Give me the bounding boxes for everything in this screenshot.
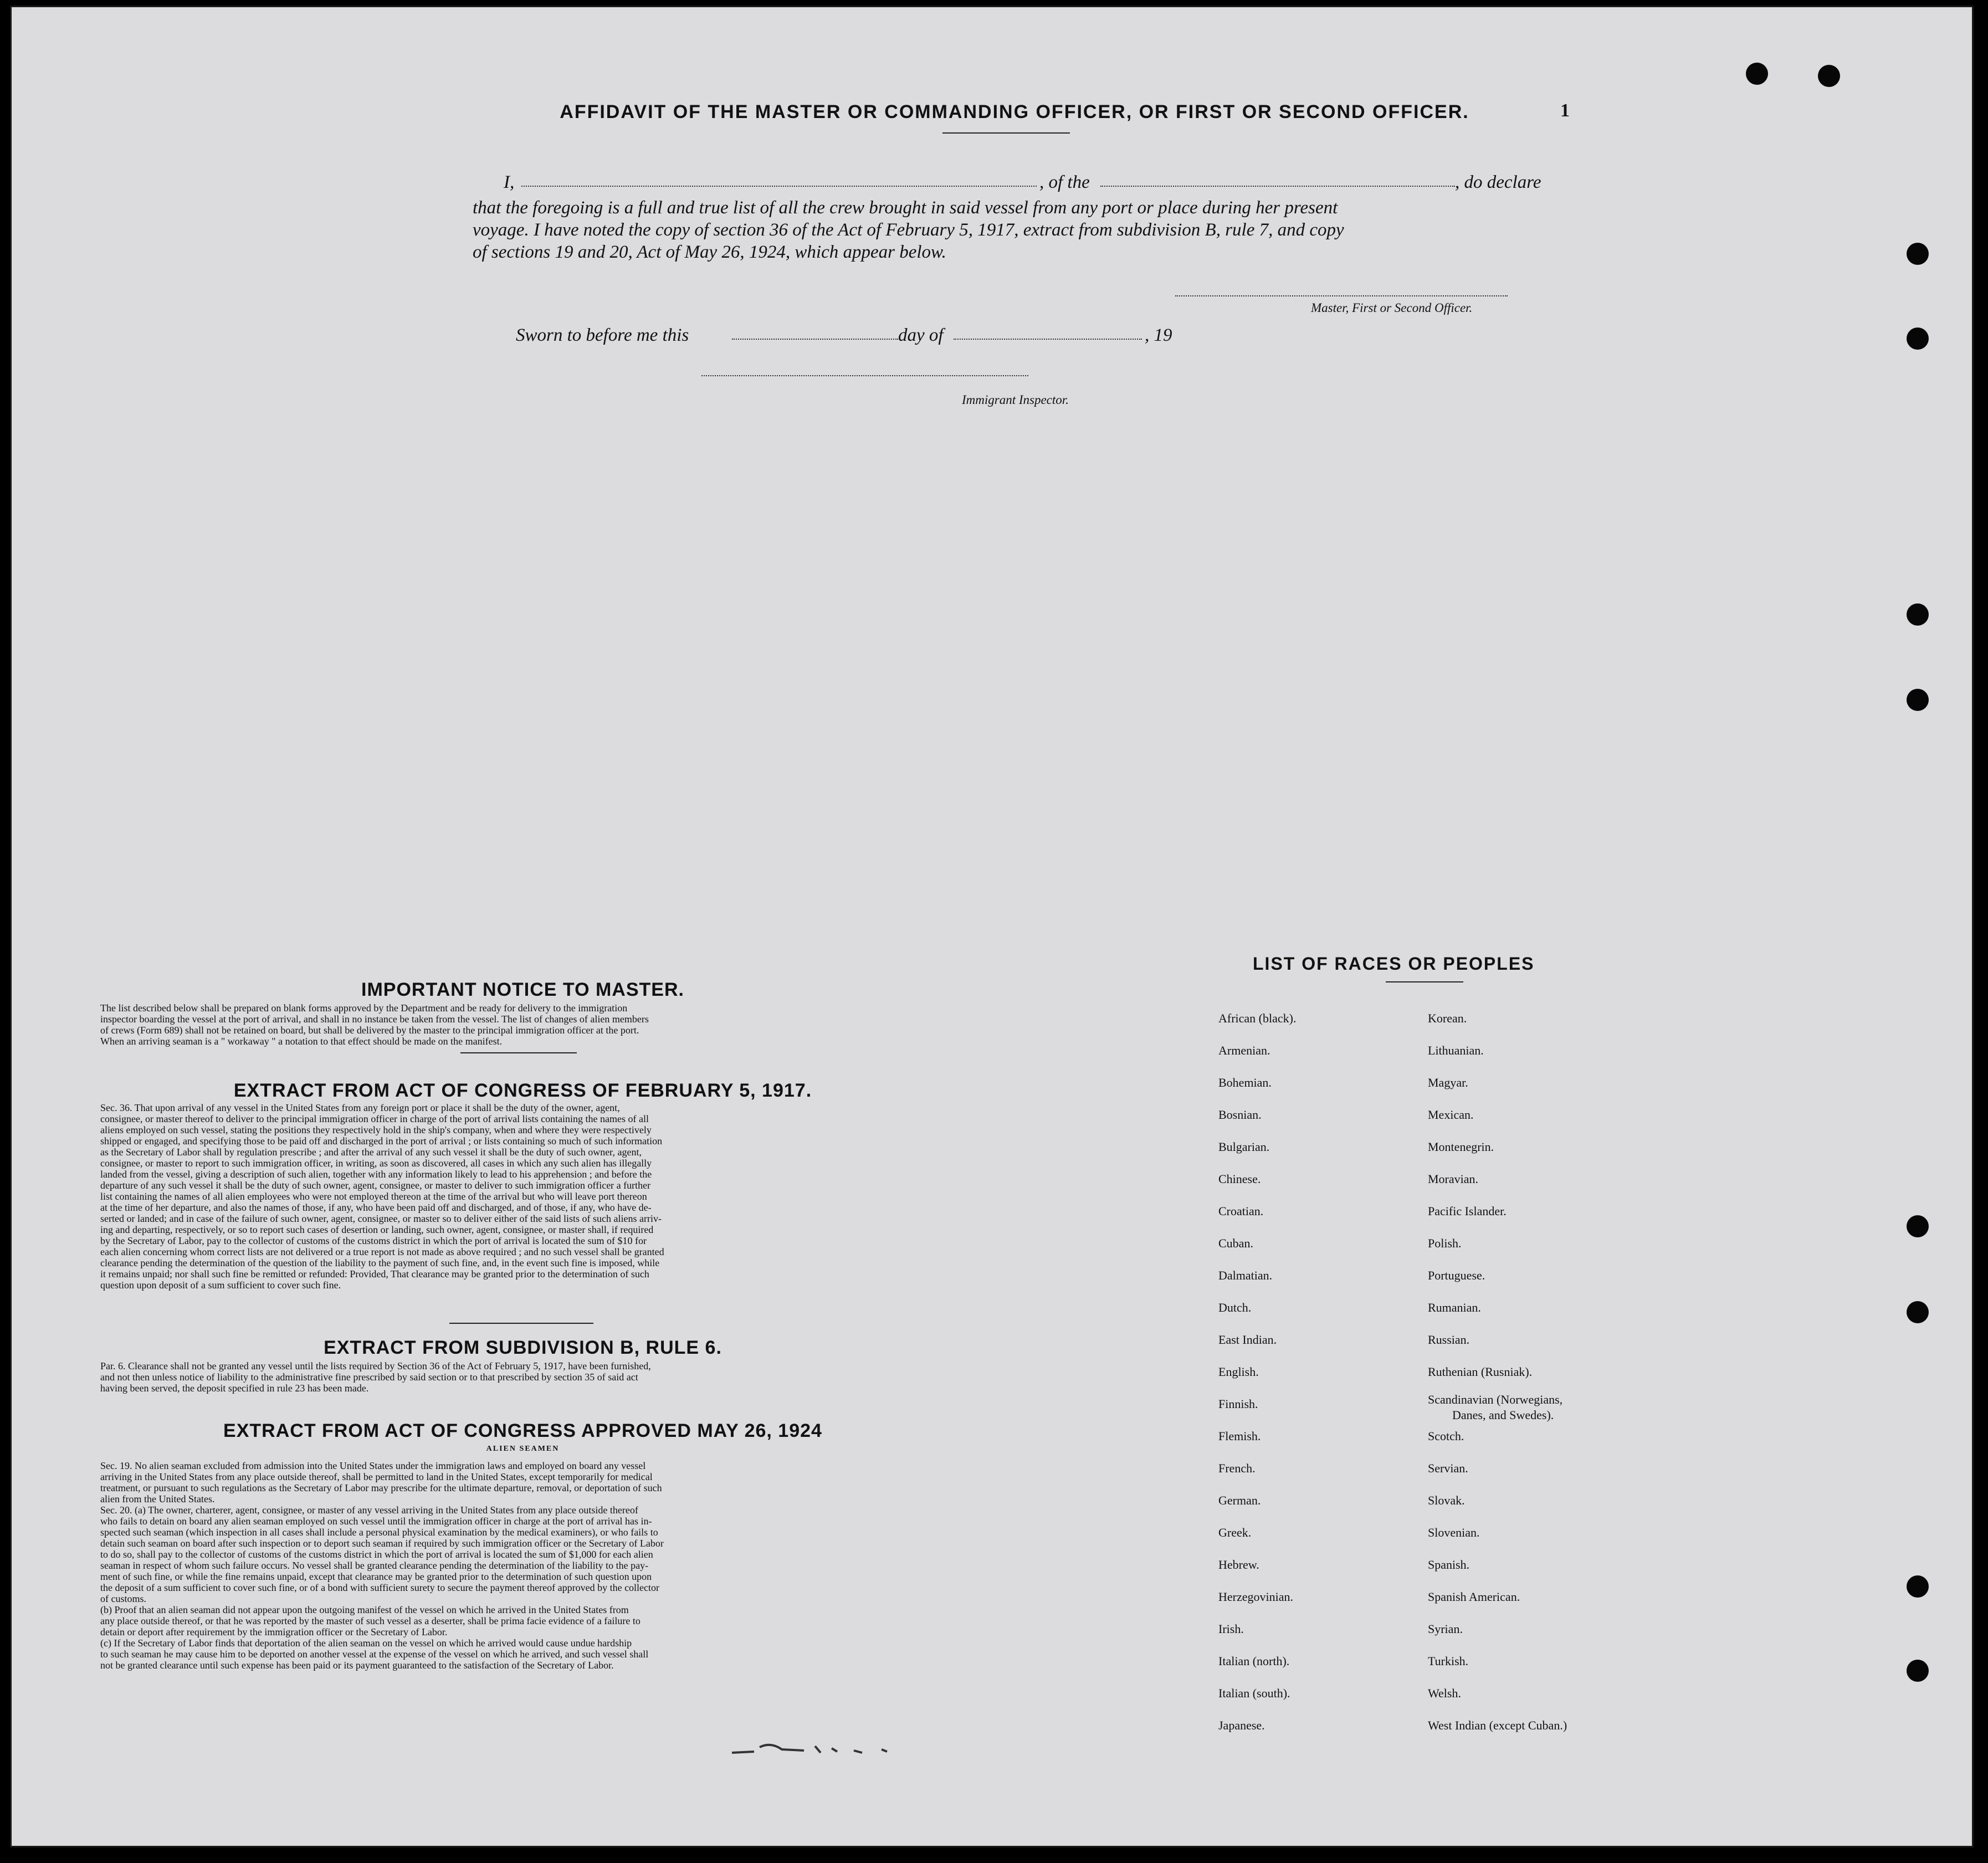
text-line: of crews (Form 689) shall not be retained on board, but shall be delivered by the master to the principal immigration officer at the port.: [100, 1025, 639, 1036]
race-item: Italian (north).: [1218, 1654, 1290, 1668]
race-item: Armenian.: [1218, 1043, 1270, 1057]
text-line: Sec. 19. No alien seaman excluded from admission into the United States under the immigration laws and employed on board any vessel: [100, 1460, 646, 1471]
text-line: spected such seaman (which inspection in all cases shall include a personal physical examination by the medical examiners), or who fails to: [100, 1527, 658, 1538]
race-item: Lithuanian.: [1428, 1043, 1484, 1057]
affidavit-declare: , do declare: [1455, 172, 1541, 192]
corner-mark: 1: [1560, 100, 1570, 121]
race-item: Croatian.: [1218, 1204, 1264, 1218]
race-item: Bohemian.: [1218, 1076, 1272, 1089]
punch-hole: [1818, 65, 1840, 87]
race-item: Mexican.: [1428, 1108, 1474, 1122]
text-line: (b) Proof that an alien seaman did not appear upon the outgoing manifest of the vessel on which he arrived in the United States from: [100, 1604, 629, 1615]
text-line: consignee, or master to report to such immigration officer, in writing, as soon as discovered, all cases in which any such alien has illegally: [100, 1158, 652, 1169]
race-item: Pacific Islander.: [1428, 1204, 1507, 1218]
extract-1924-title: EXTRACT FROM ACT OF CONGRESS APPROVED MAY 26, 1924: [223, 1420, 822, 1441]
text-line: serted or landed; and in case of the failure of such owner, agent, consignee, or master so to deliver either of the said lists of such aliens arriv-: [100, 1213, 662, 1224]
race-item: Italian (south).: [1218, 1686, 1290, 1700]
race-item: East Indian.: [1218, 1333, 1277, 1347]
text-line: detain such seaman on board after such inspection or to deport such seaman if required by such immigration officer or the Secretary of Labor: [100, 1538, 664, 1549]
text-line: each alien concerning whom correct lists are not delivered or a true report is not made as above required ; and no such vessel shall be granted: [100, 1246, 664, 1257]
race-item: Dutch.: [1218, 1301, 1252, 1314]
name-blank: [521, 186, 1037, 187]
race-item: English.: [1218, 1365, 1259, 1379]
punch-hole: [1907, 1575, 1929, 1598]
master-label: Master, First or Second Officer.: [1311, 301, 1473, 315]
race-item: Welsh.: [1428, 1686, 1461, 1700]
race-item: Irish.: [1218, 1622, 1244, 1636]
text-line: to do so, shall pay to the collector of customs of the customs district in which the port of arrival is located the sum of $1,000 for each alien: [100, 1549, 653, 1560]
text-line: and not then unless notice of liability to the administrative fine prescribed by said section or to that prescribed by section 35 of said act: [100, 1371, 638, 1383]
race-item: Finnish.: [1218, 1397, 1258, 1411]
month-blank: [954, 339, 1142, 340]
race-item: Danes, and Swedes).: [1452, 1408, 1554, 1422]
race-item: Slovak.: [1428, 1493, 1465, 1507]
race-item: Ruthenian (Rusniak).: [1428, 1365, 1533, 1379]
text-line: aliens employed on such vessel, stating the positions they respectively hold in the ship's company, when and where they were respectively: [100, 1124, 652, 1135]
section-rule: [460, 1052, 577, 1053]
inspector-signature-blank: [701, 375, 1028, 376]
section-rule: [449, 1323, 593, 1324]
text-line: consignee, or master thereof to deliver to the principal immigration officer in charge of the port of arrival lists containing the names of all: [100, 1113, 649, 1124]
race-item: Cuban.: [1218, 1236, 1253, 1250]
year-label: , 19: [1145, 325, 1172, 345]
punch-hole: [1907, 327, 1929, 350]
text-line: clearance pending the determination of the question of the liability to the payment of such fine, and, in the event such fine is imposed, while: [100, 1257, 660, 1268]
day-blank: [732, 339, 898, 340]
text-line: alien from the United States.: [100, 1493, 215, 1504]
race-item: Scotch.: [1428, 1429, 1464, 1443]
race-item: Korean.: [1428, 1011, 1467, 1025]
text-line: treatment, or pursuant to such regulations as the Secretary of Labor may prescribe for the ultimate departure, removal, or deportation of such: [100, 1482, 662, 1493]
race-item: Magyar.: [1428, 1076, 1468, 1089]
race-item: Russian.: [1428, 1333, 1470, 1347]
text-line: ing and departing, respectively, or so to report such cases of desertion or landing, such owner, agent, consignee, or master shall, if required: [100, 1224, 654, 1235]
race-item: Japanese.: [1218, 1718, 1265, 1732]
text-line: of customs.: [100, 1593, 146, 1604]
notice-body: [100, 1002, 945, 1047]
race-item: Servian.: [1428, 1461, 1468, 1475]
race-item: Spanish.: [1428, 1558, 1470, 1572]
race-item: Polish.: [1428, 1236, 1462, 1250]
text-line: detain or deport after requirement by the immigration officer or the Secretary of Labor.: [100, 1626, 448, 1637]
race-item: French.: [1218, 1461, 1256, 1475]
affidavit-i: I,: [504, 172, 515, 192]
text-line: question upon deposit of a sum sufficient to cover such fine.: [100, 1279, 341, 1291]
punch-hole: [1746, 63, 1768, 85]
punch-hole: [1907, 689, 1929, 711]
text-line: shipped or engaged, and specifying those to be paid off and discharged in the port of arrival ; or lists containing so much of such information: [100, 1135, 663, 1147]
text-line: list containing the names of all alien employees who were not employed thereon at the time of the arrival but who will leave port thereon: [100, 1191, 647, 1202]
race-item: African (black).: [1218, 1011, 1297, 1025]
race-item: Portuguese.: [1428, 1268, 1485, 1282]
rule6-body: [100, 1360, 945, 1394]
text-line: departure of any such vessel it shall be the duty of such owner, agent, consignee, or master to deliver to such immigration officer a further: [100, 1180, 651, 1191]
race-item: Dalmatian.: [1218, 1268, 1273, 1282]
race-item: Bulgarian.: [1218, 1140, 1270, 1154]
punch-hole: [1907, 1660, 1929, 1682]
race-item: Flemish.: [1218, 1429, 1261, 1443]
race-item: Spanish American.: [1428, 1590, 1520, 1604]
text-line: as the Secretary of Labor shall by regulation prescribe ; and after the arrival of any such vessel it shall be the duty of such owner, agent,: [100, 1147, 642, 1158]
race-item: Moravian.: [1428, 1172, 1479, 1186]
race-item: Chinese.: [1218, 1172, 1261, 1186]
text-line: The list described below shall be prepared on blank forms approved by the Department and be ready for delivery to the immigration: [100, 1002, 628, 1014]
text-line: arriving in the United States from any place outside thereof, shall be permitted to land in the United States, except temporarily for medical: [100, 1471, 653, 1482]
text-line: not be granted clearance until such expense has been paid or its payment guaranteed to the satisfaction of the Secretary of Labor.: [100, 1660, 614, 1671]
text-line: any place outside thereof, or that he was reported by the master of such vessel as a deserter, shall be prima facie evidence of a failure to: [100, 1615, 641, 1626]
text-line: When an arriving seaman is a " workaway " a notation to that effect should be made on the manifest.: [100, 1036, 503, 1047]
text-line: who fails to detain on board any alien seaman employed on such vessel until the immigration officer in charge at the port of arrival has in-: [100, 1516, 652, 1527]
races-rule: [1386, 981, 1463, 982]
extract-1917-body: [100, 1102, 945, 1291]
text-line: at the time of her departure, and also the names of those, if any, who have been paid off and discharged, and of those, if any, who have de-: [100, 1202, 652, 1213]
affidavit-title: AFFIDAVIT OF THE MASTER OR COMMANDING OFFICER, OR FIRST OR SECOND OFFICER.: [560, 101, 1469, 122]
title-rule: [942, 132, 1070, 134]
text-line: it remains unpaid; nor shall such fine be remitted or refunded: Provided, That clearance may be granted prior to the determination of such: [100, 1268, 649, 1279]
punch-hole: [1907, 1301, 1929, 1323]
text-line: Par. 6. Clearance shall not be granted any vessel until the lists required by Section 36 of the Act of February 5, 1917, have been furnished,: [100, 1360, 651, 1371]
race-item: Rumanian.: [1428, 1301, 1481, 1314]
text-line: ment of such fine, or while the fine remains unpaid, except that clearance may be granted prior to the determination of such question upon: [100, 1571, 652, 1582]
affidavit-line2: that the foregoing is a full and true list of all the crew brought in said vessel from any port or place during her present: [473, 198, 1338, 218]
extract-1924-body: [100, 1460, 945, 1671]
race-item: Herzegovinian.: [1218, 1590, 1293, 1604]
document-page: [10, 6, 1974, 1847]
text-line: the deposit of a sum sufficient to cover such fine, or of a bond with sufficient surety to secure the payment thereof approved by the collector: [100, 1582, 660, 1593]
extract-1924-subtitle: ALIEN SEAMEN: [486, 1445, 560, 1453]
race-item: Greek.: [1218, 1526, 1252, 1539]
vessel-blank: [1100, 186, 1455, 187]
race-item: Scandinavian (Norwegians,: [1428, 1393, 1563, 1406]
text-line: Sec. 36. That upon arrival of any vessel in the United States from any foreign port or place it shall be the duty of the owner, agent,: [100, 1102, 620, 1113]
inspector-label: Immigrant Inspector.: [962, 393, 1069, 407]
text-line: (c) If the Secretary of Labor finds that deportation of the alien seaman on the vessel on which he arrived would cause undue hardship: [100, 1637, 632, 1649]
race-item: German.: [1218, 1493, 1261, 1507]
text-line: having been served, the deposit specified in rule 23 has been made.: [100, 1383, 369, 1394]
punch-hole: [1907, 1215, 1929, 1237]
stray-marks: [721, 1731, 954, 1764]
race-item: Syrian.: [1428, 1622, 1463, 1636]
affidavit-line3: voyage. I have noted the copy of section 36 of the Act of February 5, 1917, extract from subdivision B, rule 7, and copy: [473, 220, 1344, 240]
race-item: Bosnian.: [1218, 1108, 1262, 1122]
race-item: West Indian (except Cuban.): [1428, 1718, 1567, 1732]
race-item: Slovenian.: [1428, 1526, 1480, 1539]
notice-title: IMPORTANT NOTICE TO MASTER.: [361, 979, 684, 1000]
text-line: landed from the vessel, giving a description of such alien, together with any information likely to lead to his apprehension ; and before the: [100, 1169, 652, 1180]
race-item: Montenegrin.: [1428, 1140, 1494, 1154]
text-line: to such seaman he may cause him to be deported on another vessel at the expense of the vessel on which he arrived, and such vessel shall: [100, 1649, 649, 1660]
punch-hole: [1907, 603, 1929, 626]
races-title: LIST OF RACES OR PEOPLES: [1253, 954, 1535, 974]
race-item: Turkish.: [1428, 1654, 1469, 1668]
race-item: Hebrew.: [1218, 1558, 1259, 1572]
rule6-title: EXTRACT FROM SUBDIVISION B, RULE 6.: [324, 1337, 722, 1358]
extract-1917-title: EXTRACT FROM ACT OF CONGRESS OF FEBRUARY 5, 1917.: [233, 1080, 812, 1101]
sworn-label: Sworn to before me this: [516, 325, 689, 345]
affidavit-line4: of sections 19 and 20, Act of May 26, 1924, which appear below.: [473, 242, 946, 262]
punch-hole: [1907, 243, 1929, 265]
text-line: Sec. 20. (a) The owner, charterer, agent, consignee, or master of any vessel arriving in the United States from any place outside thereof: [100, 1504, 638, 1516]
day-of-label: day of: [898, 325, 944, 345]
text-line: seaman in respect of whom such failure occurs. No vessel shall be granted clearance pending the determination of the liability to the pay-: [100, 1560, 649, 1571]
master-signature-blank: [1175, 295, 1508, 296]
text-line: by the Secretary of Labor, pay to the collector of customs of the customs district in which the port of arrival is located the sum of $10 for: [100, 1235, 647, 1246]
text-line: inspector boarding the vessel at the port of arrival, and shall in no instance be taken from the vessel. The list of changes of alien members: [100, 1014, 649, 1025]
affidavit-of-the: , of the: [1039, 172, 1090, 192]
